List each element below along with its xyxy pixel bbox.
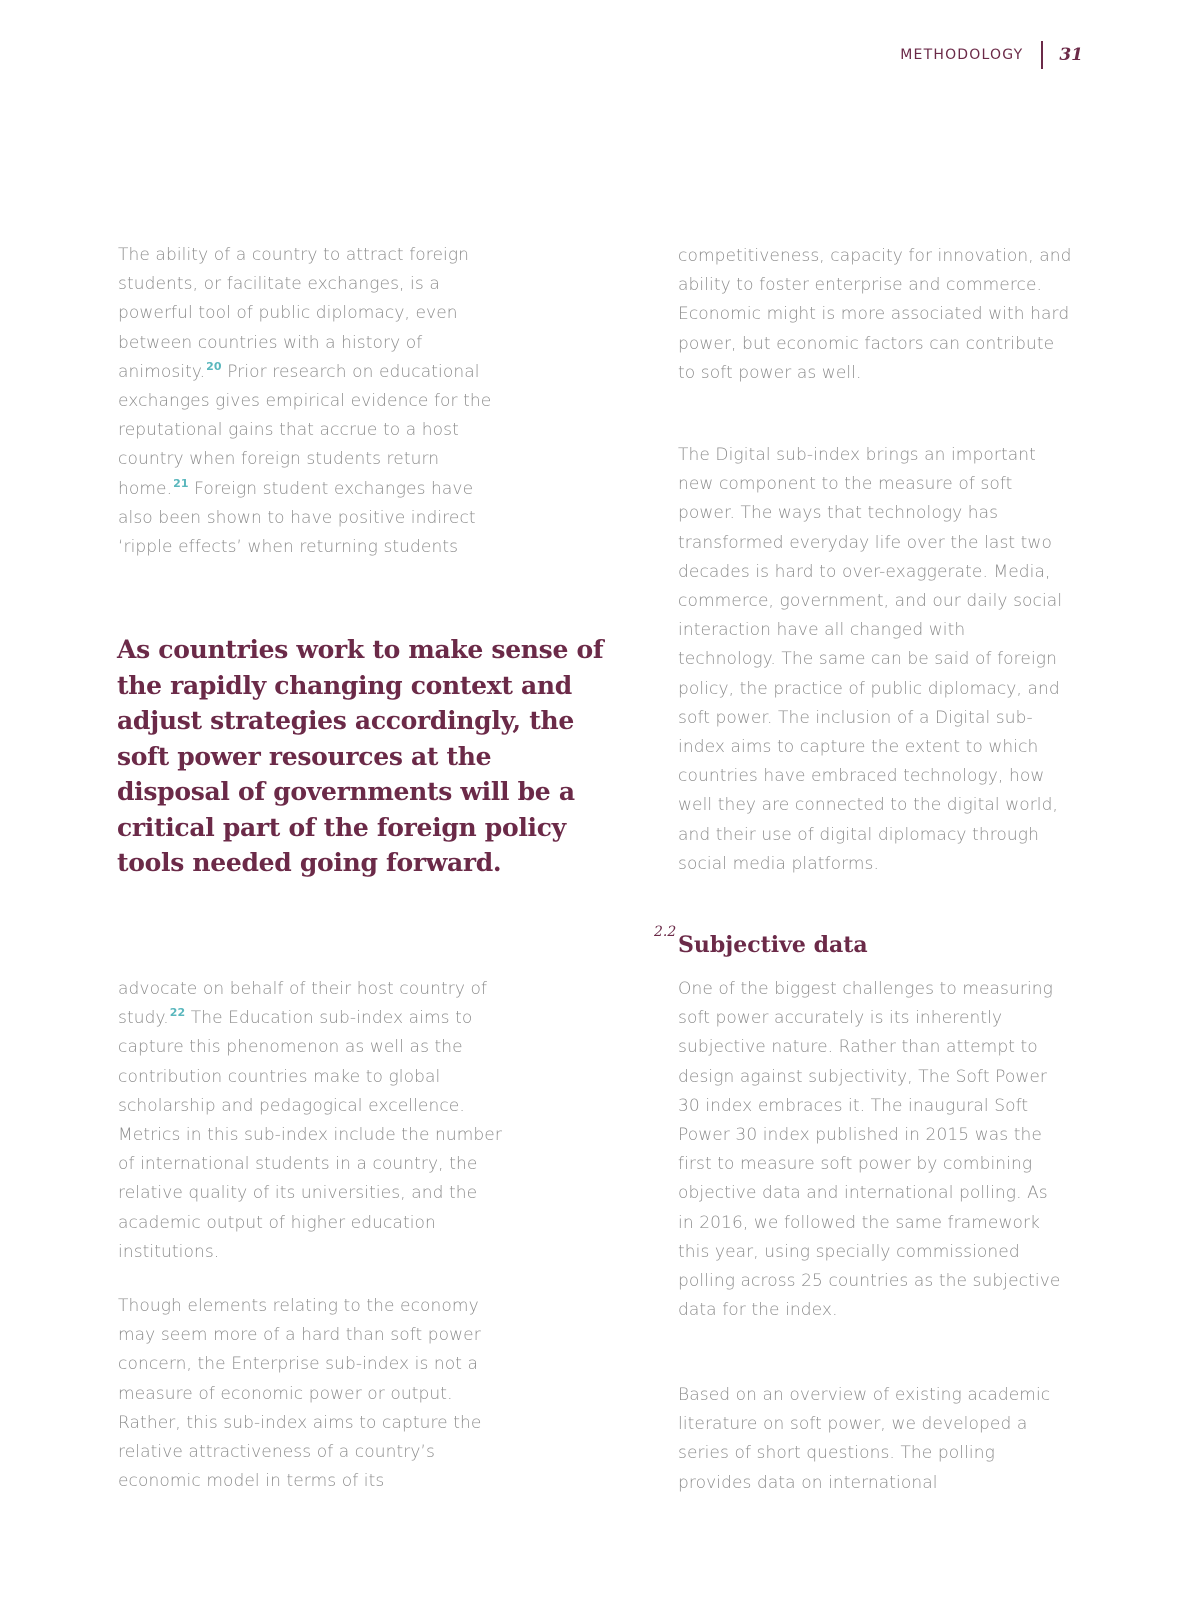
paragraph-text: One of the biggest challenges to measuring soft power accurately is its inherently subjective nature. Rather than attempt to design against subjectivity, The Soft Power 30 index embraces it. The inaugural Soft Power 30 index published in 2015 was the first to measure soft power by combining objective data and international polling. As in 2016, we followed the same framework this year, using specially commissioned polling across 25 countries as the subjective data for the index. xyxy=(678,979,1061,1321)
text-run: advocate on behalf of their host country of study. xyxy=(118,979,488,1029)
text-run: The Education sub-index aims to capture this phenomenon as well as the contribution countries make to global scholarship and pedagogical excellence. Metrics in this sub-index include the number of international students in a country, the relative quality of its universities, and the academic output of higher education institutions. xyxy=(118,1008,502,1262)
paragraph-text: Based on an overview of existing academic literature on soft power, we developed a series of short questions. The polling provides data on international xyxy=(678,1385,1051,1493)
pull-quote: As countries work to make sense of the rapidly changing context and adjust strategies accordingly, the soft power resources at the disposal of governments will be a critical part of the foreign policy tools needed going forward. xyxy=(117,635,604,877)
paragraph-text: competitiveness, capacity for innovation, and ability to foster enterprise and commerce. Economic might is more associated with hard power, but economic factors can contribute to soft power as well. xyxy=(678,246,1072,383)
page-number: 31 xyxy=(1059,45,1083,65)
left-paragraph-3 xyxy=(118,1292,508,1496)
right-paragraph-4 xyxy=(678,1381,1063,1498)
page-header xyxy=(900,40,1083,70)
left-paragraph-1 xyxy=(118,241,498,562)
footnote-ref-20[interactable]: 20 xyxy=(206,359,222,373)
section-number: 2.2 xyxy=(654,924,677,940)
right-paragraph-1 xyxy=(678,242,1073,388)
left-paragraph-2 xyxy=(118,975,503,1267)
text-run: Prior research on educational exchanges gives empirical evidence for the reputational gains that accrue to a host country when foreign students return home. xyxy=(118,361,492,499)
right-paragraph-3 xyxy=(678,975,1063,1325)
footnote-ref-22[interactable]: 22 xyxy=(169,1006,186,1020)
section-label: METHODOLOGY xyxy=(900,47,1024,63)
header-divider xyxy=(1041,41,1043,69)
right-paragraph-2 xyxy=(678,441,1063,879)
section-heading: Subjective data xyxy=(678,932,868,958)
paragraph-text: Though elements relating to the economy may seem more of a hard than soft power concern, the Enterprise sub-index is not a measure of economic power or output. Rather, this sub-index aims to capture the relative attractiveness of a country’s economic model in terms of its xyxy=(118,1296,482,1492)
paragraph-text: The Digital sub-index brings an important new component to the measure of soft power. The ways that technology has transformed everyday life over the last two decades is hard to over-exaggerate. Media, commerce, government, and our daily social interaction have all changed with technology. The same can be said of foreign policy, the practice of public diplomacy, and soft power. The inclusion of a Digital sub-index aims to capture the extent to which countries have embraced technology, how well they are connected to the digital world, and their use of digital diplomacy through social media platforms. xyxy=(678,445,1063,874)
text-run: The ability of a country to attract foreign students, or facilitate exchanges, is a powerful tool of public diplomacy, even between countries with a history of animosity. xyxy=(118,245,470,382)
footnote-ref-21[interactable]: 21 xyxy=(173,476,189,490)
text-run: Foreign student exchanges have also been shown to have positive indirect ‘ripple effects’ when returning students xyxy=(118,478,476,558)
